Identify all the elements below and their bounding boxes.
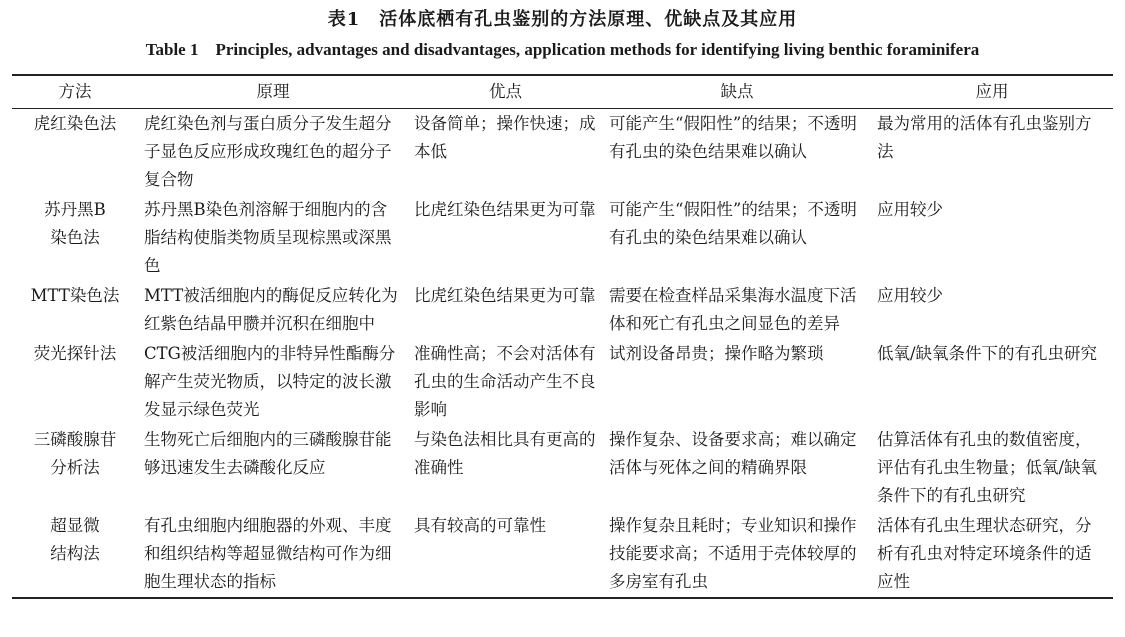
- cell-method: [12, 195, 138, 281]
- table-row: [12, 511, 1113, 598]
- cell-principle: 生物死亡后细胞内的三磷酸腺苷能够迅速发生去磷酸化反应: [144, 430, 392, 477]
- header-method: 方法: [58, 82, 92, 101]
- table-header-row: [12, 75, 1113, 109]
- table-row: [12, 109, 1113, 196]
- cell-advantages: 准确性高；不会对活体有孔虫的生命活动产生不良影响: [414, 344, 596, 419]
- header-principle: 原理: [256, 82, 290, 101]
- cell-principle: 有孔虫细胞内细胞器的外观、丰度和组织结构等超显微结构可作为细胞生理状态的指标: [144, 516, 392, 591]
- cell-disadvantages: 需要在检查样品采集海水温度下活体和死亡有孔虫之间显色的差异: [609, 286, 857, 333]
- cell-application: 应用较少: [877, 200, 943, 219]
- header-advantages: 优点: [489, 82, 522, 101]
- cell-principle: MTT被活细胞内的酶促反应转化为红紫色结晶甲臜并沉积在细胞中: [144, 286, 398, 333]
- cell-method: [12, 425, 138, 511]
- cell-advantages: 与染色法相比具有更高的准确性: [414, 430, 596, 477]
- cell-application: 最为常用的活体有孔虫鉴别方法: [877, 114, 1092, 161]
- cell-principle: CTG被活细胞内的非特异性酯酶分解产生荧光物质，以特定的波长激发显示绿色荧光: [144, 344, 396, 419]
- cell-method: [12, 511, 138, 598]
- header-disadvantages: 缺点: [720, 82, 754, 101]
- method-name: 超显微: [50, 516, 100, 535]
- table-row: [12, 281, 1113, 339]
- method-name-line2: 结构法: [50, 544, 100, 563]
- cell-disadvantages: 操作复杂且耗时；专业知识和操作技能要求高；不适用于壳体较厚的多房室有孔虫: [609, 516, 857, 591]
- method-name: 苏丹黑B: [44, 200, 106, 219]
- cell-application: 活体有孔虫生理状态研究，分析有孔虫对特定环境条件的适应性: [877, 516, 1092, 591]
- method-name: 三磷酸腺苷: [33, 430, 117, 449]
- cell-advantages: 设备简单；操作快速；成本低: [414, 114, 596, 161]
- cell-principle: 虎红染色剂与蛋白质分子发生超分子显色反应形成玫瑰红色的超分子复合物: [144, 114, 392, 189]
- header-application: 应用: [975, 82, 1009, 101]
- method-name: 虎红染色法: [33, 114, 117, 133]
- method-name-line2: 分析法: [50, 458, 100, 477]
- methods-table: [12, 74, 1113, 599]
- table-title-english: Table 1 Principles, advantages and disadvantages, application methods for identifying living benthic foraminifera: [145, 40, 980, 59]
- cell-method: [12, 109, 138, 196]
- table-row: [12, 425, 1113, 511]
- cell-disadvantages: 可能产生“假阳性”的结果；不透明有孔虫的染色结果难以确认: [609, 114, 857, 161]
- table-row: [12, 339, 1113, 425]
- cell-disadvantages: 试剂设备昂贵；操作略为繁琐: [609, 344, 824, 363]
- cell-application: 估算活体有孔虫的数值密度，评估有孔虫生物量；低氧/缺氧条件下的有孔虫研究: [877, 430, 1098, 505]
- table-row: [12, 195, 1113, 281]
- cell-disadvantages: 可能产生“假阳性”的结果；不透明有孔虫的染色结果难以确认: [609, 200, 857, 247]
- cell-advantages: 比虎红染色结果更为可靠: [414, 200, 596, 219]
- cell-application: 低氧/缺氧条件下的有孔虫研究: [877, 344, 1098, 363]
- method-name-line2: 染色法: [50, 228, 100, 247]
- cell-method: [12, 339, 138, 425]
- cell-application: 应用较少: [877, 286, 943, 305]
- method-name: MTT染色法: [30, 286, 120, 305]
- cell-disadvantages: 操作复杂、设备要求高；难以确定活体与死体之间的精确界限: [609, 430, 857, 477]
- cell-method: [12, 281, 138, 339]
- cell-advantages: 比虎红染色结果更为可靠: [414, 286, 596, 305]
- table-title-chinese: 表1 活体底栖有孔虫鉴别的方法原理、优缺点及其应用: [327, 9, 798, 30]
- cell-principle: 苏丹黑B染色剂溶解于细胞内的含脂结构使脂类物质呈现棕黑或深黑色: [144, 200, 392, 275]
- method-name: 荧光探针法: [33, 344, 117, 363]
- cell-advantages: 具有较高的可靠性: [414, 516, 546, 535]
